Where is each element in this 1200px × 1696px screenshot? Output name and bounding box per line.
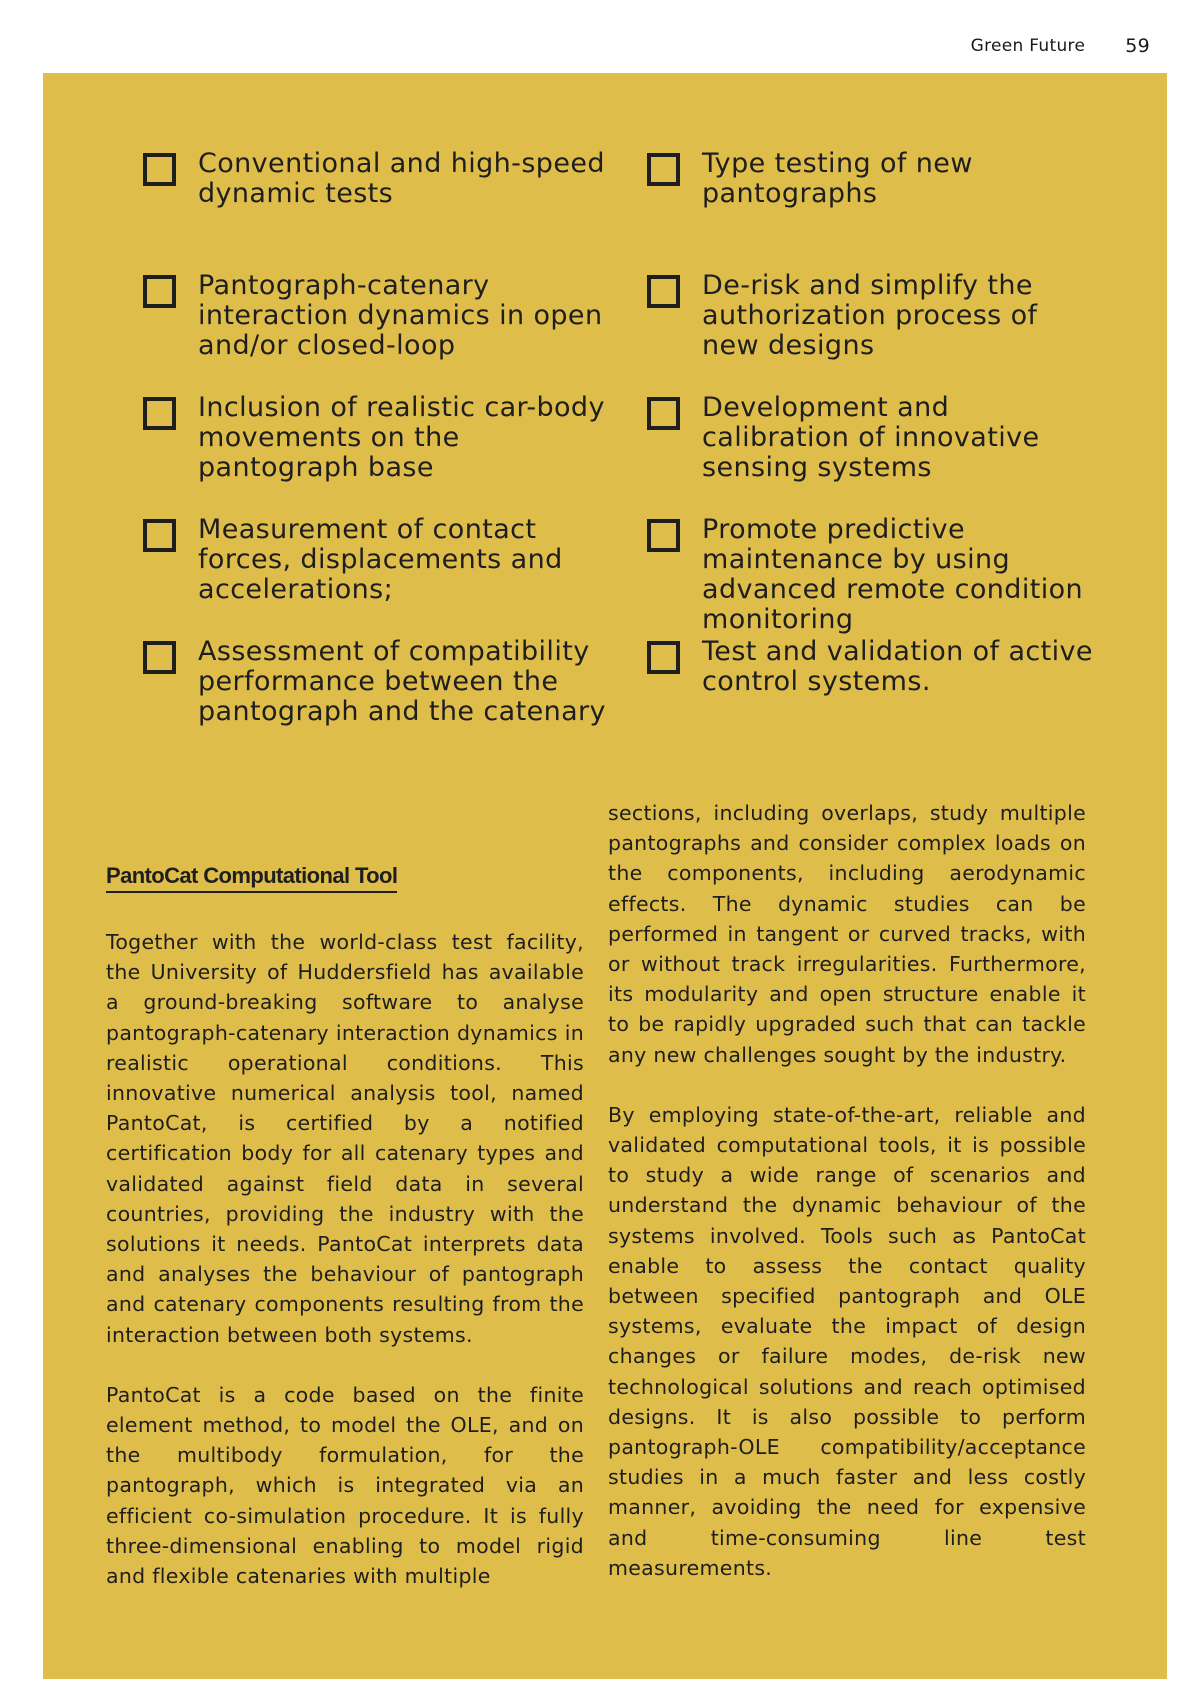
checklist-item-text: Promote predictive maintenance by using advanced remote condition monitoring xyxy=(702,514,1084,635)
checklist-item-text: Development and calibration of innovative sensing systems xyxy=(702,392,1040,483)
checklist-item xyxy=(143,637,647,727)
checklist-item xyxy=(647,393,1103,483)
article-paragraph: Together with the world-class test facility, the University of Huddersfield has available a ground-breaking software to analyse pantograph-catenary interaction dynamics in realistic operational conditions. This innovative numerical analysis tool, named PantoCat, is certified by a notified certification body for all catenary types and validated against field data in several countries, providing the industry with the solutions it needs. PantoCat interprets data and analyses the behaviour of pantograph and catenary components resulting from the interaction between both systems. xyxy=(106,930,584,1347)
checkbox-icon xyxy=(143,641,176,674)
checklist xyxy=(143,149,1103,759)
checklist-item xyxy=(647,514,1103,635)
checklist-item xyxy=(143,515,647,605)
checklist-item-text: Conventional and high-speed dynamic tests xyxy=(198,148,605,209)
article-column-left xyxy=(106,863,584,1621)
checkbox-icon xyxy=(143,275,176,308)
checklist-item-text: Test and validation of active control systems. xyxy=(702,636,1093,697)
checkbox-icon xyxy=(647,397,680,430)
page-number: 59 xyxy=(1125,35,1150,57)
checkbox-icon xyxy=(143,153,176,186)
header-title: Green Future xyxy=(970,36,1086,56)
checkbox-icon xyxy=(647,519,680,552)
page-header xyxy=(971,34,1150,58)
article-paragraph: sections, including overlaps, study multiple pantographs and consider complex loads on the components, including aerodynamic effects. The dynamic studies can be performed in tangent or curved tracks, with or without track irregularities. Furthermore, its modularity and open structure enable it to be rapidly upgraded such that can tackle any new challenges sought by the industry. xyxy=(608,801,1086,1067)
checkbox-icon xyxy=(647,275,680,308)
checklist-item-text: Assessment of compatibility performance between the pantograph and the catenary xyxy=(198,636,606,727)
checkbox-icon xyxy=(647,641,680,674)
checklist-item xyxy=(143,393,647,483)
checklist-item-text: Inclusion of realistic car-body movements on the pantograph base xyxy=(198,392,605,483)
article-column-right xyxy=(608,798,1086,1613)
checklist-item-text: Pantograph-catenary interaction dynamics in open and/or closed-loop xyxy=(198,270,603,361)
checklist-item xyxy=(143,149,647,239)
article-paragraph: By employing state-of-the-art, reliable and validated computational tools, it is possible to study a wide range of scenarios and understand the dynamic behaviour of the systems involved. Tools such as PantoCat enable to assess the contact quality between specified pantograph and OLE systems, evaluate the impact of design changes or failure modes, de-risk new technological solutions and reach optimised designs. It is also possible to perform pantograph-OLE compatibility/acceptance studies in a much faster and less costly manner, avoiding the need for expensive and time-consuming line test measurements. xyxy=(608,1102,1086,1580)
article-paragraph: PantoCat is a code based on the finite element method, to model the OLE, and on the multibody formulation, for the pantograph, which is integrated via an efficient co-simulation procedure. It is fully three-dimensional enabling to model rigid and flexible catenaries with multiple xyxy=(106,1382,584,1589)
yellow-panel xyxy=(43,73,1167,1679)
checklist-item-text: De-risk and simplify the authorization process of new designs xyxy=(702,270,1038,361)
checklist-item-text: Type testing of new pantographs xyxy=(702,148,973,209)
checklist-item xyxy=(647,271,1103,361)
checkbox-icon xyxy=(143,397,176,430)
article-title: PantoCat Computational Tool xyxy=(106,863,397,893)
checklist-item xyxy=(647,637,1103,727)
checkbox-icon xyxy=(647,153,680,186)
checklist-item xyxy=(647,149,1103,239)
checklist-item-text: Measurement of contact forces, displacements and accelerations; xyxy=(198,514,563,605)
checklist-item xyxy=(143,271,647,361)
checkbox-icon xyxy=(143,519,176,552)
